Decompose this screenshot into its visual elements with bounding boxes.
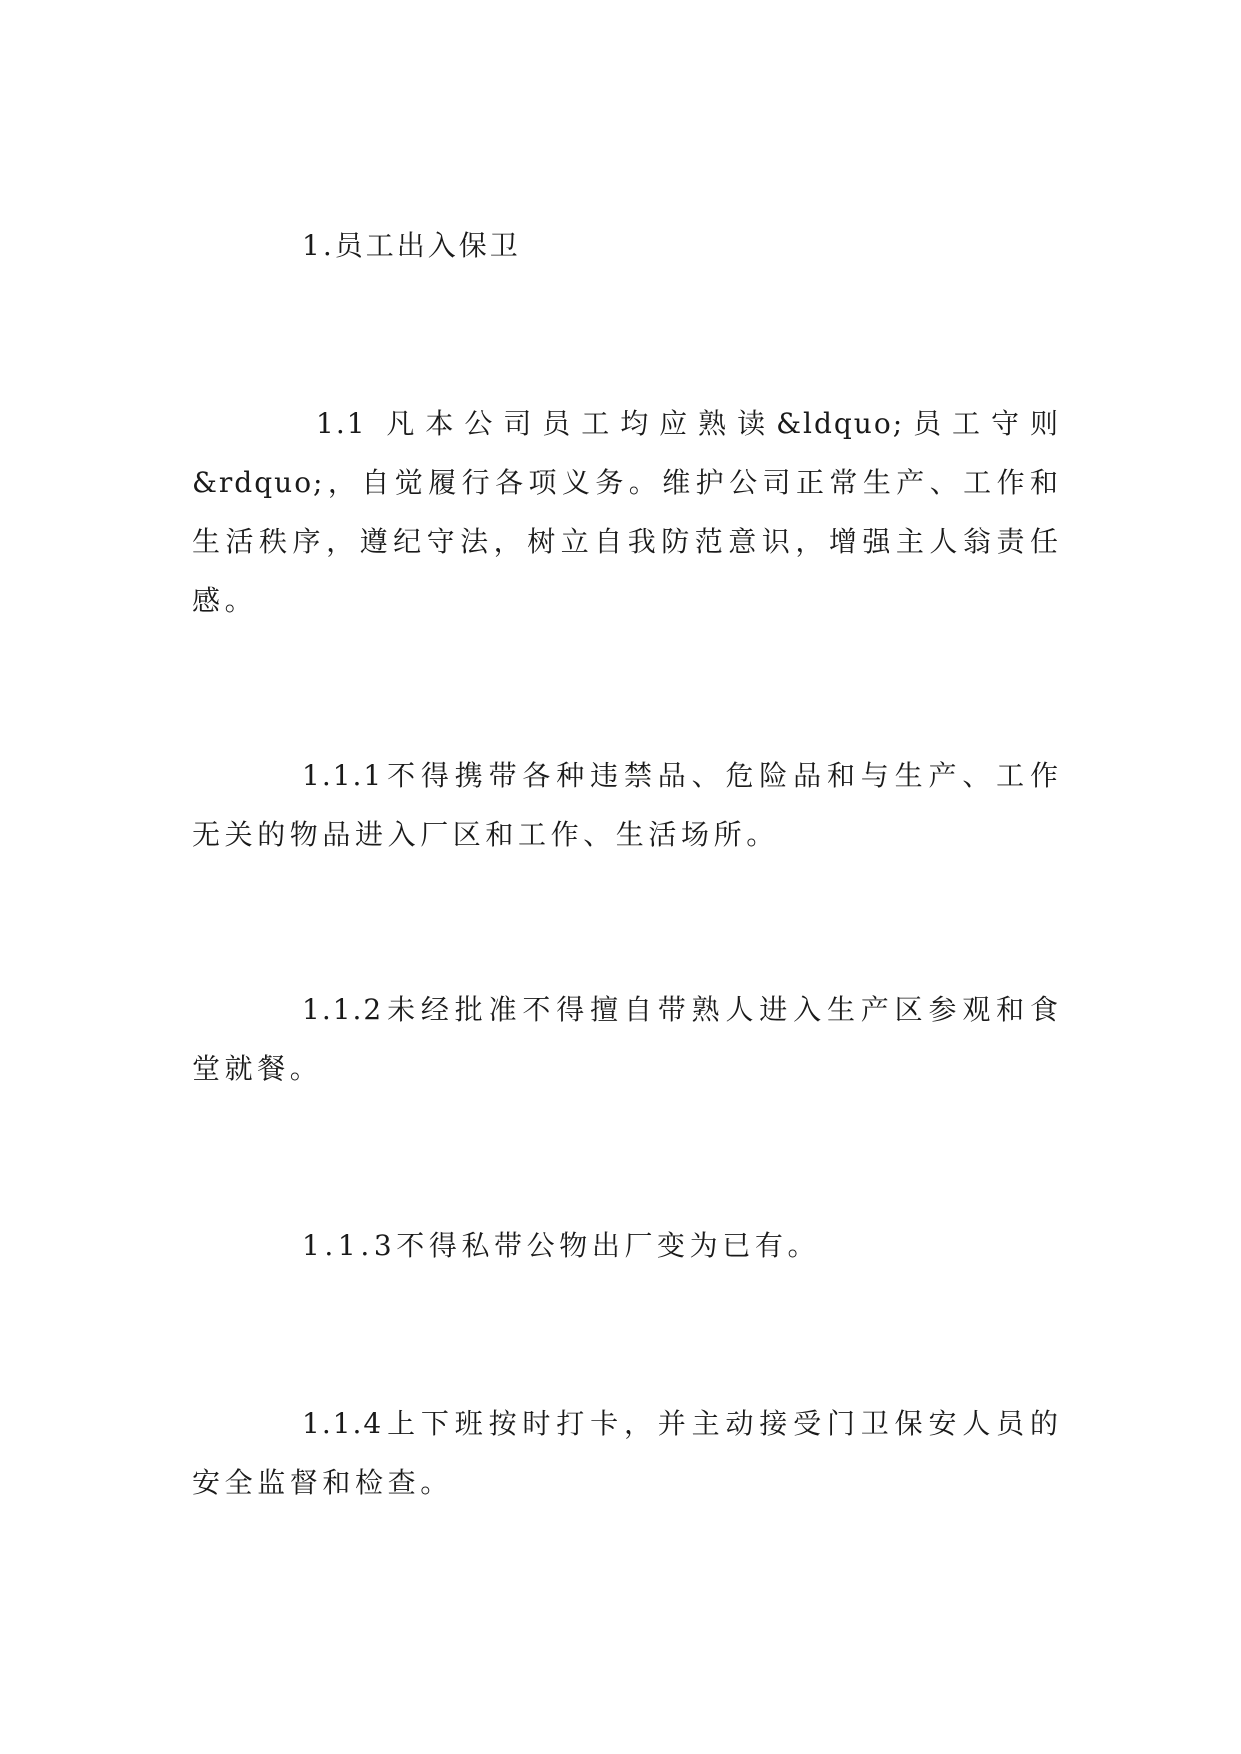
paragraph-1-1-1 [192, 746, 1060, 864]
paragraph-1-1-3 [192, 1216, 1060, 1275]
section-heading: 1.员工出入保卫 [302, 229, 521, 262]
paragraph-line: 1.1 凡本公司员工均应熟读&ldquo;员工守则 [316, 407, 1060, 440]
paragraph-line: &rdquo;，自觉履行各项义务。维护公司正常生产、工作和 [192, 466, 1060, 499]
paragraph-1-1-4 [192, 1394, 1060, 1512]
paragraph-line: 安全监督和检查。 [192, 1466, 453, 1499]
paragraph-line: 1.1.2未经批准不得擅自带熟人进入生产区参观和食 [302, 993, 1060, 1026]
paragraph-line: 感。 [192, 584, 258, 617]
paragraph-1-1-2 [192, 980, 1060, 1098]
paragraph-line: 生活秩序，遵纪守法，树立自我防范意识，增强主人翁责任 [192, 525, 1060, 558]
paragraph-line: 1.1.3不得私带公物出厂变为已有。 [302, 1229, 821, 1262]
paragraph-line: 1.1.1不得携带各种违禁品、危险品和与生产、工作 [302, 759, 1060, 792]
paragraph-line: 无关的物品进入厂区和工作、生活场所。 [192, 818, 779, 851]
paragraph-line: 堂就餐。 [192, 1052, 323, 1085]
paragraph-line: 1.1.4上下班按时打卡，并主动接受门卫保安人员的 [302, 1407, 1060, 1440]
paragraph-1-1 [192, 394, 1060, 630]
